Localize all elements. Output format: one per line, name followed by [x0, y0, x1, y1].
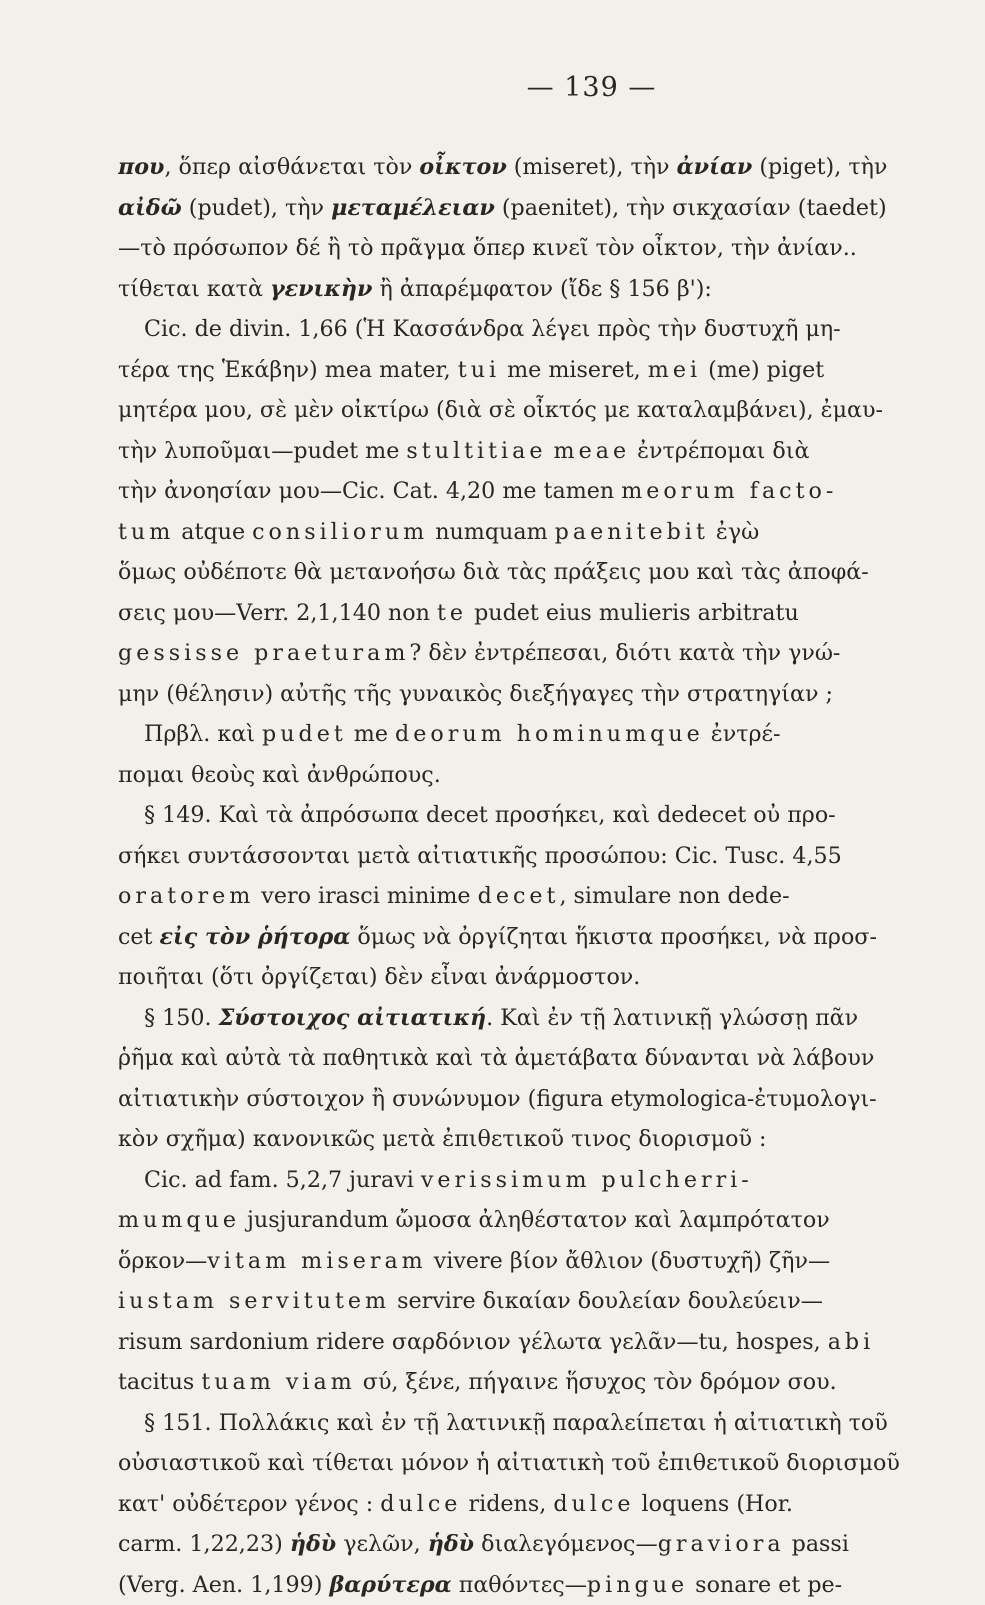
spaced-latin-text: tui: [458, 357, 500, 383]
text-run: § 151. Πολλάκις καὶ ἐν τῇ λατινικῇ παραλείπεται ἡ αἰτιατικὴ τοῦ: [144, 1410, 888, 1436]
spaced-latin-text: meorum facto-: [621, 478, 837, 504]
text-run: me: [347, 721, 395, 747]
text-run: οὐσιαστικοῦ καὶ τίθεται μόνον ἡ αἰτιατικὴ τοῦ ἐπιθετικοῦ διορισμοῦ: [118, 1450, 900, 1476]
text-line: [118, 1079, 915, 1120]
spaced-latin-text: vitam miseram: [207, 1248, 426, 1274]
text-run: κὸν σχῆμα) κανονικῶς μετὰ ἐπιθετικοῦ τινος διορισμοῦ :: [118, 1126, 767, 1152]
emphasized-term: εἰς τὸν ῥήτορα: [160, 924, 351, 950]
text-run: (piget), τὴν: [752, 154, 887, 180]
text-run: ἐντρέπομαι διὰ: [630, 438, 809, 464]
text-line: [118, 755, 915, 796]
text-run: jusjurandum ὤμοσα ἀληθέστατον καὶ λαμπρότατον: [240, 1207, 830, 1233]
text-line: [118, 1200, 915, 1241]
spaced-latin-text: stultitiae: [406, 438, 546, 464]
text-run: carm. 1,22,23): [118, 1531, 290, 1557]
text-run: risum sardonium ridere σαρδόνιον γέλωτα γελᾶν—tu, hospes,: [118, 1329, 828, 1355]
spaced-latin-text: dulce: [380, 1491, 461, 1517]
spaced-latin-text: gessisse praeturam: [118, 640, 409, 666]
text-line: [118, 1038, 915, 1079]
spaced-latin-text: pingue: [587, 1572, 688, 1598]
text-run: τέρα της Ἑκάβην) mea mater,: [118, 357, 458, 383]
text-run: μην (θέλησιν) αὐτῆς τῆς γυναικὸς διεξήγαγες τὴν στρατηγίαν ;: [118, 681, 833, 707]
text-line: [118, 795, 915, 836]
text-run: τὴν λυποῦμαι—pudet me: [118, 438, 406, 464]
text-run: πομαι θεοὺς καὶ ἀνθρώπους.: [118, 762, 441, 788]
emphasized-term: γενικὴν: [270, 276, 372, 302]
text-run: tacitus: [118, 1369, 201, 1395]
text-line: [118, 1524, 915, 1565]
text-line: [118, 1565, 915, 1605]
text-line: [118, 1119, 915, 1160]
emphasized-term: μεταμέλειαν: [331, 195, 495, 221]
text-line: [118, 390, 915, 431]
spaced-latin-text: iustam servitutem: [118, 1288, 390, 1314]
text-run: ποιῆται (ὅτι ὀργίζεται) δὲν εἶναι ἀνάρμοστον.: [118, 964, 640, 990]
text-line: [118, 1443, 915, 1484]
text-run: σύ, ξένε, πήγαινε ἥσυχος τὸν δρόμον σου.: [356, 1369, 837, 1395]
text-run: (Verg. Aen. 1,199): [118, 1572, 329, 1598]
text-run: (pudet), τὴν: [182, 195, 331, 221]
text-line: [118, 1322, 915, 1363]
emphasized-term: που: [118, 154, 164, 180]
emphasized-term: Σύστοιχος αἰτιατική: [219, 1005, 487, 1031]
text-line: [118, 1403, 915, 1444]
text-run: me miseret,: [500, 357, 648, 383]
spaced-latin-text: oratorem: [118, 883, 254, 909]
text-run: παθόντες—: [452, 1572, 587, 1598]
text-line: [118, 1160, 915, 1201]
text-run: σεις μου—Verr. 2,1,140 non: [118, 600, 437, 626]
text-run: § 150.: [144, 1005, 219, 1031]
spaced-latin-text: mumque: [118, 1207, 240, 1233]
text-run: vivere βίον ἄθλιον (δυστυχῆ) ζῆν—: [427, 1248, 830, 1274]
text-run: αἰτιατικὴν σύστοιχον ἢ συνώνυμον (figura etymologica-ἐτυμολογι-: [118, 1086, 877, 1112]
text-line: [118, 188, 915, 229]
spaced-latin-text: paenitebit: [555, 519, 709, 545]
text-run: sonare et pe-: [688, 1572, 842, 1598]
spaced-latin-text: decet: [478, 883, 560, 909]
text-run: ὅρκον—: [118, 1248, 207, 1274]
body-text: [118, 147, 915, 1605]
text-run: ridens,: [461, 1491, 553, 1517]
spaced-latin-text: graviora: [658, 1531, 785, 1557]
text-line: [118, 917, 915, 958]
text-run: τὴν ἀνοησίαν μου—Cic. Cat. 4,20 me tamen: [118, 478, 621, 504]
text-run: ὅμως οὐδέποτε θὰ μετανοήσω διὰ τὰς πράξεις μου καὶ τὰς ἀποφά-: [118, 559, 869, 585]
text-line: [118, 674, 915, 715]
text-run: γελῶν,: [336, 1531, 428, 1557]
page-number: — 139 —: [118, 72, 915, 103]
spaced-latin-text: consiliorum: [252, 519, 428, 545]
text-line: [118, 350, 915, 391]
text-line: [118, 471, 915, 512]
emphasized-term: ἀνίαν: [677, 154, 753, 180]
text-run: cet: [118, 924, 160, 950]
text-line: [118, 147, 915, 188]
text-run: ἐντρέ-: [704, 721, 781, 747]
text-run: Cic. ad fam. 5,2,7 juravi: [144, 1167, 421, 1193]
text-run: ὅμως νὰ ὀργίζηται ἥκιστα προσήκει, νὰ προσ-: [350, 924, 877, 950]
spaced-latin-text: meae: [554, 438, 631, 464]
text-line: [118, 552, 915, 593]
spaced-latin-text: deorum hominumque: [395, 721, 704, 747]
text-line: [118, 998, 915, 1039]
text-run: pudet eius mulieris arbitratu: [467, 600, 799, 626]
spaced-latin-text: dulce: [553, 1491, 634, 1517]
text-line: [118, 876, 915, 917]
text-run: (me) piget: [701, 357, 824, 383]
emphasized-term: οἶκτον: [419, 154, 506, 180]
text-run: κατ' οὐδέτερον γένος :: [118, 1491, 380, 1517]
text-run: ῥῆμα καὶ αὐτὰ τὰ παθητικὰ καὶ τὰ ἀμετάβατα δύνανται νὰ λάβουν: [118, 1045, 874, 1071]
text-line: [118, 269, 915, 310]
text-line: [118, 228, 915, 269]
text-run: servire δικαίαν δουλείαν δουλεύειν—: [390, 1288, 823, 1314]
text-run: ἐγὼ: [709, 519, 759, 545]
text-run: μητέρα μου, σὲ μὲν οἰκτίρω (διὰ σὲ οἶκτός με καταλαμβάνει), ἐμαυ-: [118, 397, 883, 423]
text-run: σήκει συντάσσονται μετὰ αἰτιατικῆς προσώπου: Cic. Tusc. 4,55: [118, 843, 842, 869]
text-run: , ὅπερ αἰσθάνεται τὸν: [164, 154, 419, 180]
text-run: ? δὲν ἐντρέπεσαι, διότι κατὰ τὴν γνώ-: [409, 640, 840, 666]
spaced-latin-text: te: [437, 600, 467, 626]
text-run: (miseret), τὴν: [507, 154, 677, 180]
text-line: [118, 836, 915, 877]
text-run: , simulare non dede-: [559, 883, 789, 909]
text-run: vero irasci minime: [254, 883, 477, 909]
emphasized-term: βαρύτερα: [329, 1572, 451, 1598]
text-line: [118, 714, 915, 755]
text-run: atque: [174, 519, 252, 545]
text-line: [118, 1484, 915, 1525]
text-run: Πρβλ. καὶ: [144, 721, 262, 747]
text-run: . Καὶ ἐν τῇ λατινικῇ γλώσσῃ πᾶν: [486, 1005, 858, 1031]
text-line: [118, 1241, 915, 1282]
text-run: —τὸ πρόσωπον δέ ἢ τὸ πρᾶγμα ὅπερ κινεῖ τὸν οἶκτον, τὴν ἀνίαν..: [118, 235, 857, 261]
spaced-latin-text: mei: [648, 357, 701, 383]
text-line: [118, 593, 915, 634]
spaced-latin-text: verissimum pulcherri-: [421, 1167, 753, 1193]
text-line: [118, 1362, 915, 1403]
text-run: τίθεται κατὰ: [118, 276, 270, 302]
spaced-latin-text: tum: [118, 519, 174, 545]
emphasized-term: ἡδὺ: [428, 1531, 474, 1557]
text-line: [118, 957, 915, 998]
text-line: [118, 309, 915, 350]
text-run: [546, 438, 553, 464]
emphasized-term: αἰδῶ: [118, 195, 182, 221]
text-line: [118, 512, 915, 553]
text-run: loquens (Hor.: [634, 1491, 792, 1517]
spaced-latin-text: tuam viam: [201, 1369, 355, 1395]
text-run: διαλεγόμενος—: [474, 1531, 658, 1557]
emphasized-term: ἡδὺ: [290, 1531, 336, 1557]
spaced-latin-text: pudet: [262, 721, 347, 747]
spaced-latin-text: abi: [828, 1329, 875, 1355]
text-run: ἢ ἀπαρέμφατον (ἴδε § 156 β'):: [372, 276, 711, 302]
text-line: [118, 633, 915, 674]
text-line: [118, 431, 915, 472]
text-run: passi: [785, 1531, 849, 1557]
text-run: (paenitet), τὴν σικχασίαν (taedet): [495, 195, 887, 221]
text-run: Cic. de divin. 1,66 (Ἡ Κασσάνδρα λέγει πρὸς τὴν δυστυχῆ μη-: [144, 316, 841, 342]
text-run: § 149. Καὶ τὰ ἀπρόσωπα decet προσήκει, καὶ dedecet οὐ προ-: [144, 802, 836, 828]
text-run: numquam: [428, 519, 554, 545]
text-line: [118, 1281, 915, 1322]
